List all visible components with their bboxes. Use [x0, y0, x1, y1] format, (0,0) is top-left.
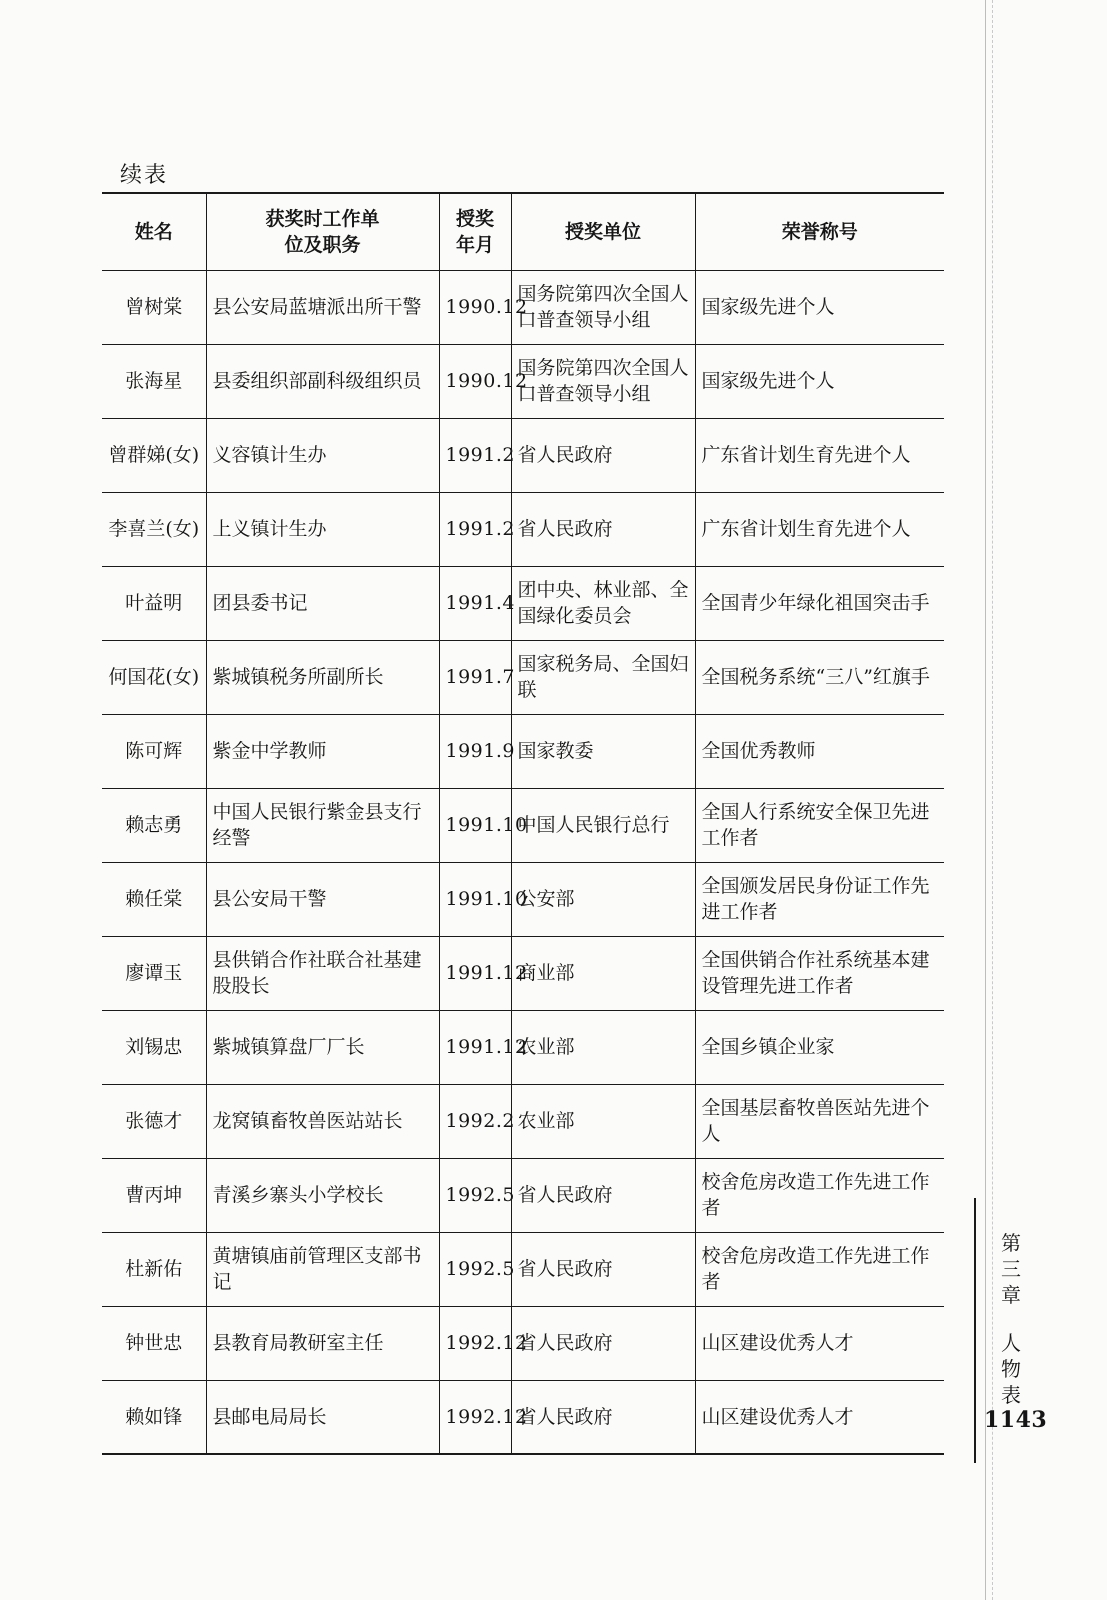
cell-title: 广东省计划生育先进个人 — [695, 418, 944, 492]
cell-title: 校舍危房改造工作先进工作者 — [695, 1232, 944, 1306]
cell-date: 1991.7 — [439, 640, 511, 714]
cell-unit: 县委组织部副科级组织员 — [206, 344, 439, 418]
awards-table — [102, 192, 944, 1455]
cell-grantor: 省人民政府 — [511, 1158, 695, 1232]
page-number: 1143 — [984, 1407, 1048, 1433]
cell-grantor: 省人民政府 — [511, 418, 695, 492]
cell-title: 山区建设优秀人才 — [695, 1306, 944, 1380]
cell-date: 1992.5 — [439, 1158, 511, 1232]
cell-grantor: 团中央、林业部、全国绿化委员会 — [511, 566, 695, 640]
cell-unit: 县公安局干警 — [206, 862, 439, 936]
cell-name: 钟世忠 — [102, 1306, 206, 1380]
cell-grantor: 公安部 — [511, 862, 695, 936]
table-row — [102, 936, 944, 1010]
cell-date: 1991.10 — [439, 788, 511, 862]
table-row — [102, 1084, 944, 1158]
table-row — [102, 1380, 944, 1454]
cell-name: 张海星 — [102, 344, 206, 418]
table-row — [102, 566, 944, 640]
cell-title: 全国颁发居民身份证工作先进工作者 — [695, 862, 944, 936]
cell-unit: 县邮电局局长 — [206, 1380, 439, 1454]
cell-unit: 上义镇计生办 — [206, 492, 439, 566]
table-row — [102, 1158, 944, 1232]
table-row — [102, 270, 944, 344]
cell-date: 1990.12 — [439, 344, 511, 418]
header-unit: 获奖时工作单位及职务 — [206, 193, 439, 270]
cell-unit: 紫金中学教师 — [206, 714, 439, 788]
header-grantor: 授奖单位 — [511, 193, 695, 270]
table-row — [102, 418, 944, 492]
cell-title: 广东省计划生育先进个人 — [695, 492, 944, 566]
cell-unit: 县供销合作社联合社基建股股长 — [206, 936, 439, 1010]
cell-grantor: 中国人民银行总行 — [511, 788, 695, 862]
cell-grantor: 国家税务局、全国妇联 — [511, 640, 695, 714]
cell-name: 杜新佑 — [102, 1232, 206, 1306]
cell-grantor: 农业部 — [511, 1084, 695, 1158]
table-row — [102, 1010, 944, 1084]
table-row — [102, 344, 944, 418]
chapter-label: 第三章 — [1001, 1231, 1021, 1307]
cell-name: 刘锡忠 — [102, 1010, 206, 1084]
margin-rule — [985, 0, 986, 1600]
cell-title: 国家级先进个人 — [695, 270, 944, 344]
cell-title: 全国供销合作社系统基本建设管理先进工作者 — [695, 936, 944, 1010]
cell-name: 张德才 — [102, 1084, 206, 1158]
cell-title: 全国基层畜牧兽医站先进个人 — [695, 1084, 944, 1158]
cell-title: 全国人行系统安全保卫先进工作者 — [695, 788, 944, 862]
cell-grantor: 省人民政府 — [511, 1380, 695, 1454]
cell-name: 曹丙坤 — [102, 1158, 206, 1232]
cell-unit: 县公安局蓝塘派出所干警 — [206, 270, 439, 344]
table-row — [102, 640, 944, 714]
table-row — [102, 714, 944, 788]
cell-name: 曾群娣(女) — [102, 418, 206, 492]
header-name: 姓名 — [102, 193, 206, 270]
cell-name: 何国花(女) — [102, 640, 206, 714]
table-caption: 续表 — [120, 163, 169, 188]
cell-unit: 团县委书记 — [206, 566, 439, 640]
table-header-row — [102, 193, 944, 270]
cell-grantor: 农业部 — [511, 1010, 695, 1084]
cell-name: 赖如锋 — [102, 1380, 206, 1454]
cell-grantor: 国家教委 — [511, 714, 695, 788]
cell-date: 1991.2 — [439, 492, 511, 566]
cell-grantor: 省人民政府 — [511, 1232, 695, 1306]
cell-name: 叶益明 — [102, 566, 206, 640]
cell-unit: 县教育局教研室主任 — [206, 1306, 439, 1380]
table-row — [102, 492, 944, 566]
cell-unit: 紫城镇算盘厂厂长 — [206, 1010, 439, 1084]
cell-title: 全国乡镇企业家 — [695, 1010, 944, 1084]
cell-unit: 龙窝镇畜牧兽医站站长 — [206, 1084, 439, 1158]
table-row — [102, 1232, 944, 1306]
table-row — [102, 1306, 944, 1380]
cell-title: 山区建设优秀人才 — [695, 1380, 944, 1454]
cell-name: 陈可辉 — [102, 714, 206, 788]
cell-name: 赖任棠 — [102, 862, 206, 936]
cell-unit: 黄塘镇庙前管理区支部书记 — [206, 1232, 439, 1306]
header-title: 荣誉称号 — [695, 193, 944, 270]
margin-dashed-rule — [992, 0, 993, 1600]
cell-name: 廖谭玉 — [102, 936, 206, 1010]
cell-grantor: 商业部 — [511, 936, 695, 1010]
cell-title: 全国青少年绿化祖国突击手 — [695, 566, 944, 640]
cell-date: 1992.12 — [439, 1306, 511, 1380]
header-date: 授奖年月 — [439, 193, 511, 270]
table-row — [102, 862, 944, 936]
cell-grantor: 国务院第四次全国人口普查领导小组 — [511, 344, 695, 418]
cell-grantor: 省人民政府 — [511, 1306, 695, 1380]
chapter-marker-bar — [974, 1198, 976, 1463]
cell-title: 校舍危房改造工作先进工作者 — [695, 1158, 944, 1232]
cell-grantor: 国务院第四次全国人口普查领导小组 — [511, 270, 695, 344]
cell-date: 1992.2 — [439, 1084, 511, 1158]
cell-name: 曾树棠 — [102, 270, 206, 344]
cell-unit: 义容镇计生办 — [206, 418, 439, 492]
cell-date: 1991.2 — [439, 418, 511, 492]
section-label: 人物表 — [1001, 1331, 1021, 1407]
table-row — [102, 788, 944, 862]
cell-date: 1991.10 — [439, 862, 511, 936]
cell-date: 1991.4 — [439, 566, 511, 640]
cell-date: 1990.12 — [439, 270, 511, 344]
cell-name: 李喜兰(女) — [102, 492, 206, 566]
cell-name: 赖志勇 — [102, 788, 206, 862]
cell-date: 1991.12 — [439, 936, 511, 1010]
cell-date: 1991.12 — [439, 1010, 511, 1084]
cell-title: 国家级先进个人 — [695, 344, 944, 418]
cell-date: 1992.5 — [439, 1232, 511, 1306]
cell-title: 全国优秀教师 — [695, 714, 944, 788]
cell-title: 全国税务系统“三八”红旗手 — [695, 640, 944, 714]
cell-unit: 中国人民银行紫金县支行经警 — [206, 788, 439, 862]
cell-unit: 青溪乡寨头小学校长 — [206, 1158, 439, 1232]
cell-unit: 紫城镇税务所副所长 — [206, 640, 439, 714]
cell-grantor: 省人民政府 — [511, 492, 695, 566]
cell-date: 1991.9 — [439, 714, 511, 788]
cell-date: 1992.12 — [439, 1380, 511, 1454]
